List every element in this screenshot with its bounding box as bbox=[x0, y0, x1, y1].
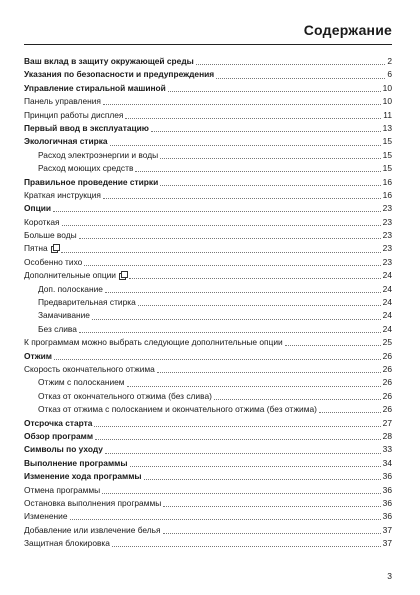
toc-entry-label: Изменение bbox=[24, 511, 68, 522]
toc-entry-page: 23 bbox=[382, 243, 392, 254]
toc-entry-title bbox=[24, 403, 317, 416]
toc-entry-page: 36 bbox=[382, 497, 392, 508]
toc-entry-label: Отжим bbox=[24, 350, 52, 361]
toc-entry-label: Без слива bbox=[38, 323, 77, 334]
toc-entry[interactable] bbox=[24, 122, 392, 135]
toc-entry-label: Изменение хода программы bbox=[24, 471, 142, 482]
toc-entry[interactable] bbox=[24, 176, 392, 189]
toc-entry-title bbox=[24, 55, 194, 68]
toc-entry-page: 26 bbox=[382, 404, 392, 415]
toc-entry[interactable] bbox=[24, 350, 392, 363]
dot-leader bbox=[79, 332, 381, 333]
toc-entry-page: 26 bbox=[382, 390, 392, 401]
toc-entry[interactable] bbox=[24, 202, 392, 215]
dot-leader bbox=[112, 546, 381, 547]
toc-entry-label: Указания по безопасности и предупреждения bbox=[24, 69, 215, 80]
toc-entry-title bbox=[24, 162, 133, 175]
toc-entry-page: 23 bbox=[382, 216, 392, 227]
toc-entry[interactable] bbox=[24, 336, 392, 349]
toc-entry-label: Пятна bbox=[24, 243, 48, 254]
toc-entry-title bbox=[24, 350, 52, 363]
toc-entry-label: Скорость окончательного отжима bbox=[24, 363, 155, 374]
toc-entry-label: Остановка выполнения программы bbox=[24, 497, 162, 508]
toc-entry[interactable] bbox=[24, 135, 392, 148]
dot-leader bbox=[216, 78, 385, 79]
dot-leader bbox=[157, 372, 381, 373]
toc-entry[interactable] bbox=[24, 283, 392, 296]
table-of-contents bbox=[24, 55, 392, 550]
toc-entry-label: Больше воды bbox=[24, 230, 77, 241]
toc-entry-title bbox=[24, 229, 77, 242]
toc-entry-title bbox=[24, 149, 158, 162]
dot-leader bbox=[160, 185, 380, 186]
toc-entry[interactable] bbox=[24, 162, 392, 175]
toc-entry-title bbox=[24, 189, 101, 202]
toc-entry-page: 23 bbox=[382, 256, 392, 267]
toc-entry-label: Особенно тихо bbox=[24, 256, 83, 267]
dot-leader bbox=[103, 104, 381, 105]
toc-entry-label: Отказ от отжима с полосканием и окончательного отжима (без отжима) bbox=[38, 404, 317, 415]
toc-entry[interactable] bbox=[24, 309, 392, 322]
toc-entry-page: 23 bbox=[382, 230, 392, 241]
toc-entry[interactable] bbox=[24, 497, 392, 510]
dot-leader bbox=[214, 399, 381, 400]
dot-leader bbox=[160, 158, 381, 159]
toc-entry-label: Панель управления bbox=[24, 96, 101, 107]
toc-entry[interactable] bbox=[24, 68, 392, 81]
toc-entry-page: 34 bbox=[382, 457, 392, 468]
toc-entry-title bbox=[24, 82, 166, 95]
toc-entry[interactable] bbox=[24, 296, 392, 309]
toc-entry-label: Расход электроэнергии и воды bbox=[38, 149, 159, 160]
toc-entry-label: Добавление или извлечение белья bbox=[24, 524, 161, 535]
toc-entry-title bbox=[24, 283, 103, 296]
toc-entry-title bbox=[24, 109, 123, 122]
dot-leader bbox=[319, 412, 381, 413]
dot-leader bbox=[196, 64, 386, 65]
dot-leader bbox=[61, 252, 381, 253]
toc-entry-page: 27 bbox=[382, 417, 392, 428]
toc-entry-page: 24 bbox=[382, 310, 392, 321]
dot-leader bbox=[105, 453, 381, 454]
toc-entry-title bbox=[24, 95, 101, 108]
toc-entry-label: Замачивание bbox=[38, 310, 90, 321]
toc-entry-page: 11 bbox=[383, 109, 392, 120]
toc-entry-page: 23 bbox=[382, 203, 392, 214]
dot-leader bbox=[70, 519, 381, 520]
dot-leader bbox=[135, 171, 380, 172]
dot-leader bbox=[62, 225, 381, 226]
toc-entry-title bbox=[24, 537, 110, 550]
toc-entry-page: 36 bbox=[382, 471, 392, 482]
dot-leader bbox=[79, 238, 381, 239]
toc-entry-label: Отжим с полосканием bbox=[38, 377, 125, 388]
toc-entry-page: 15 bbox=[382, 163, 392, 174]
dot-leader bbox=[92, 319, 381, 320]
page-title: Содержание bbox=[303, 22, 392, 38]
toc-entry-title bbox=[24, 68, 214, 81]
toc-entry-page: 16 bbox=[382, 189, 392, 200]
dot-leader bbox=[105, 292, 381, 293]
toc-entry-label: Защитная блокировка bbox=[24, 538, 110, 549]
toc-entry-label: Доп. полоскание bbox=[38, 283, 103, 294]
dot-leader bbox=[102, 493, 381, 494]
toc-entry-page: 24 bbox=[382, 283, 392, 294]
toc-entry-title bbox=[24, 242, 59, 255]
toc-entry[interactable] bbox=[24, 363, 392, 376]
toc-entry-label: Предварительная стирка bbox=[38, 297, 136, 308]
toc-entry[interactable] bbox=[24, 82, 392, 95]
dot-leader bbox=[285, 345, 381, 346]
dot-leader bbox=[54, 359, 381, 360]
toc-entry-page: 24 bbox=[382, 270, 392, 281]
page-number: 3 bbox=[387, 571, 392, 581]
toc-entry-page: 10 bbox=[382, 96, 392, 107]
dot-leader bbox=[163, 506, 380, 507]
toc-entry-title bbox=[24, 336, 283, 349]
toc-entry-label: Опции bbox=[24, 203, 52, 214]
toc-entry[interactable] bbox=[24, 95, 392, 108]
toc-entry[interactable] bbox=[24, 376, 392, 389]
toc-entry[interactable] bbox=[24, 443, 392, 456]
header-divider bbox=[24, 44, 392, 45]
dot-leader bbox=[53, 211, 381, 212]
toc-entry-page: 26 bbox=[382, 350, 392, 361]
toc-entry-label: Отказ от окончательного отжима (без слива) bbox=[38, 390, 212, 401]
toc-entry-title bbox=[24, 430, 93, 443]
toc-entry[interactable] bbox=[24, 510, 392, 523]
toc-entry-title bbox=[24, 443, 103, 456]
toc-entry-page: 24 bbox=[382, 297, 392, 308]
dot-leader bbox=[151, 131, 381, 132]
toc-entry[interactable] bbox=[24, 216, 392, 229]
dot-leader bbox=[110, 145, 381, 146]
toc-entry-label: Краткая инструкция bbox=[24, 189, 101, 200]
toc-entry-label: Экологичная стирка bbox=[24, 136, 108, 147]
toc-entry[interactable] bbox=[24, 470, 392, 483]
dot-leader bbox=[125, 118, 381, 119]
toc-entry-page: 15 bbox=[382, 136, 392, 147]
toc-entry-label: Управление стиральной машиной bbox=[24, 82, 166, 93]
toc-entry[interactable] bbox=[24, 229, 392, 242]
toc-entry-label: Принцип работы дисплея bbox=[24, 109, 124, 120]
dot-leader bbox=[163, 533, 381, 534]
dot-leader bbox=[144, 479, 381, 480]
toc-entry-page: 26 bbox=[382, 363, 392, 374]
toc-entry-page: 16 bbox=[382, 176, 392, 187]
toc-entry-label: Символы по уходу bbox=[24, 444, 103, 455]
toc-entry[interactable] bbox=[24, 242, 392, 255]
dot-leader bbox=[129, 278, 381, 279]
toc-entry-title bbox=[24, 269, 127, 282]
dot-leader bbox=[138, 305, 381, 306]
toc-entry-label: Короткая bbox=[24, 216, 60, 227]
toc-entry[interactable] bbox=[24, 457, 392, 470]
toc-entry[interactable] bbox=[24, 537, 392, 550]
toc-entry-title bbox=[24, 323, 77, 336]
toc-entry-title bbox=[24, 176, 158, 189]
dot-leader bbox=[130, 466, 381, 467]
toc-entry-label: Правильное проведение стирки bbox=[24, 176, 159, 187]
toc-entry[interactable] bbox=[24, 269, 392, 282]
toc-entry-page: 24 bbox=[382, 323, 392, 334]
toc-entry[interactable] bbox=[24, 55, 392, 68]
toc-entry-page: 33 bbox=[382, 444, 392, 455]
toc-entry[interactable] bbox=[24, 417, 392, 430]
toc-entry-label: Ваш вклад в защиту окружающей среды bbox=[24, 56, 194, 66]
dot-leader bbox=[127, 386, 381, 387]
toc-entry-title bbox=[24, 202, 51, 215]
toc-entry[interactable] bbox=[24, 189, 392, 202]
toc-entry[interactable] bbox=[24, 430, 392, 443]
toc-entry-label: Отмена программы bbox=[24, 484, 101, 495]
toc-entry-page: 10 bbox=[382, 82, 392, 93]
toc-entry-page: 15 bbox=[382, 149, 392, 160]
toc-entry-title bbox=[24, 296, 136, 309]
additional-options-icon bbox=[119, 271, 127, 279]
toc-entry-label: Первый ввод в эксплуатацию bbox=[24, 122, 149, 133]
toc-entry-title bbox=[24, 497, 161, 510]
toc-entry-title bbox=[24, 417, 92, 430]
toc-entry-title bbox=[24, 122, 149, 135]
toc-entry-page: 6 bbox=[387, 69, 392, 80]
toc-entry-page: 28 bbox=[382, 430, 392, 441]
toc-entry-title bbox=[24, 376, 125, 389]
dot-leader bbox=[94, 426, 380, 427]
toc-entry[interactable] bbox=[24, 484, 392, 497]
toc-entry-title bbox=[24, 484, 100, 497]
toc-entry-label: Выполнение программы bbox=[24, 457, 128, 468]
toc-entry-page: 37 bbox=[382, 538, 392, 549]
toc-entry[interactable] bbox=[24, 390, 392, 403]
toc-entry-label: Расход моющих средств bbox=[38, 163, 134, 174]
toc-entry-title bbox=[24, 256, 82, 269]
dot-leader bbox=[95, 439, 381, 440]
toc-entry[interactable] bbox=[24, 149, 392, 162]
toc-entry-title bbox=[24, 363, 155, 376]
toc-entry-page: 37 bbox=[382, 524, 392, 535]
toc-entry-page: 36 bbox=[382, 484, 392, 495]
toc-entry-label: Обзор программ bbox=[24, 430, 94, 441]
toc-entry-page: 36 bbox=[382, 511, 392, 522]
toc-entry[interactable] bbox=[24, 403, 392, 416]
dot-leader bbox=[168, 91, 381, 92]
toc-entry[interactable] bbox=[24, 323, 392, 336]
toc-entry-title bbox=[24, 457, 128, 470]
toc-entry-title bbox=[24, 390, 212, 403]
toc-entry-label: Отсрочка старта bbox=[24, 417, 93, 428]
toc-entry-title bbox=[24, 309, 90, 322]
toc-entry-title bbox=[24, 135, 108, 148]
additional-options-icon bbox=[51, 244, 59, 252]
dot-leader bbox=[84, 265, 380, 266]
toc-entry-page: 2 bbox=[387, 56, 392, 66]
toc-entry-title bbox=[24, 216, 60, 229]
toc-entry[interactable] bbox=[24, 524, 392, 537]
toc-entry-page: 26 bbox=[382, 377, 392, 388]
toc-entry-title bbox=[24, 524, 161, 537]
toc-entry-page: 13 bbox=[382, 122, 392, 133]
toc-entry[interactable] bbox=[24, 256, 392, 269]
toc-entry-title bbox=[24, 510, 68, 523]
toc-entry-label: Дополнительные опции bbox=[24, 270, 116, 281]
toc-entry-title bbox=[24, 470, 142, 483]
toc-entry-page: 25 bbox=[382, 337, 392, 348]
toc-entry[interactable] bbox=[24, 109, 392, 122]
dot-leader bbox=[103, 198, 381, 199]
toc-entry-label: К программам можно выбрать следующие дополнительные опции bbox=[24, 337, 283, 348]
